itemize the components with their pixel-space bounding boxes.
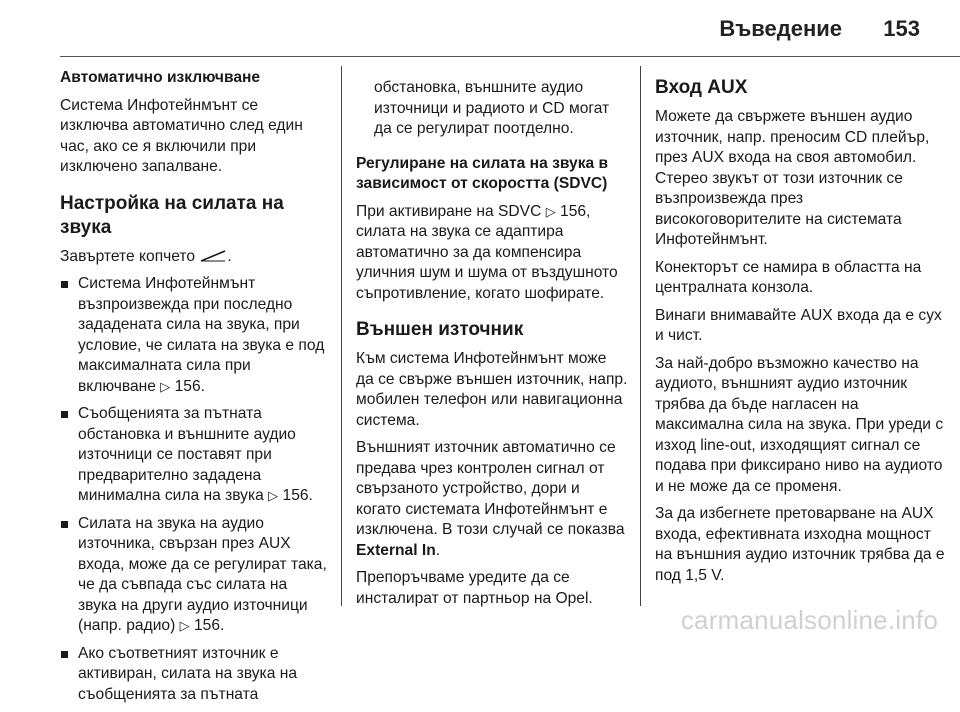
paragraph: За най-добро възможно качество на аудиото, външният аудио източник трябва да бъде нагласен на максимална сила на звука. При уреди с изход line-out, изходящият сигнал се подава при фиксирано ниво на аудиото и не може да се променя. bbox=[655, 354, 944, 495]
list-item-text: Система Инфотейнмънт възпроизвежда при последно зададената сила на звука, при условие, че силата на звука е под максималната сила при включване bbox=[78, 275, 325, 395]
paragraph-text: 156, силата на звука се адаптира автоматично за да компенсира уличния шум и шума от въздушното съпротивление, когато шофирате. bbox=[356, 202, 618, 302]
paragraph-text: При активиране на SDVC bbox=[356, 202, 542, 220]
bullet-list bbox=[60, 274, 328, 705]
paragraph: Завъртете копчето . bbox=[60, 247, 232, 265]
page-header bbox=[0, 0, 960, 54]
paragraph bbox=[356, 202, 628, 305]
list-item bbox=[60, 514, 328, 637]
page-number: 153 bbox=[883, 16, 920, 41]
paragraph: Конекторът се намира в областта на централната конзола. bbox=[655, 258, 922, 296]
list-item bbox=[60, 644, 328, 706]
ref-arrow-icon: ▷ bbox=[160, 378, 171, 394]
volume-knob-icon bbox=[199, 250, 227, 262]
section-heading: Автоматично изключване bbox=[60, 69, 261, 86]
section-heading: Вход AUX bbox=[655, 77, 748, 98]
section-heading: Регулиране на силата на звука в зависимост от скоростта (SDVC) bbox=[356, 154, 609, 192]
paragraph: Система Инфотейнмънт се изключва автоматично след един час, ако се я включили при изключено запалване. bbox=[60, 96, 303, 175]
paragraph: Външният източник автоматично се предава чрез контролен сигнал от свързаното устройство, дори и когато системата Инфотейнмънт е изключена. В този случай се показва External In. bbox=[356, 439, 625, 559]
column-divider bbox=[640, 66, 641, 606]
watermark: carmanualsonline.info bbox=[680, 605, 938, 635]
paragraph-text: Завъртете копчето bbox=[60, 247, 196, 265]
ref-arrow-icon: ▷ bbox=[179, 618, 190, 633]
section-heading: Настройка на силата на звука bbox=[60, 192, 284, 238]
page-ref[interactable]: 156. bbox=[174, 377, 205, 395]
ref-arrow-icon: ▷ bbox=[545, 203, 556, 219]
header-rule bbox=[60, 56, 960, 57]
page-ref[interactable]: 156. bbox=[193, 617, 225, 634]
paragraph: Можете да свържете външен аудио източник, напр. преносим CD плейър, през AUX входа на своя автомобил. Стерео звукът от този източник се възпроизвежда през високоговорителите на системата Инфотейнмънт. bbox=[655, 108, 930, 248]
column-1 bbox=[60, 68, 328, 712]
column-3 bbox=[655, 76, 945, 593]
paragraph: Винаги внимавайте AUX входа да е сух и чист. bbox=[655, 306, 942, 344]
list-item-text: Силата на звука на аудио източника, свързан през AUX входа, може да се регулират така, че да съвпада със силата на звука на други аудио източници (напр. радио) bbox=[78, 514, 327, 634]
section-heading: Външен източник bbox=[356, 319, 524, 340]
paragraph: За да избегнете претоварване на AUX входа, ефективната изходна мощност на външния аудио източник трябва да е под 1,5 V. bbox=[655, 505, 945, 584]
list-item bbox=[60, 404, 328, 507]
list-item-text: Съобщенията за пътната обстановка и външните аудио източници се поставят при предварително зададена минимална сила на звука bbox=[78, 405, 296, 504]
page-title: Въведение bbox=[719, 16, 842, 41]
paragraph: Препоръчваме уредите да се инсталират от партньор на Opel. bbox=[356, 569, 593, 607]
list-item bbox=[60, 274, 328, 397]
display-message: External In bbox=[356, 541, 436, 559]
ref-arrow-icon: ▷ bbox=[268, 488, 279, 503]
page-ref[interactable]: 156. bbox=[282, 487, 313, 504]
paragraph: обстановка, външните аудио източници и радиото и CD могат да се регулират поотделно. bbox=[374, 79, 610, 137]
paragraph: Към система Инфотейнмънт може да се свърже външен източник, напр. мобилен телефон или навигационна система. bbox=[356, 350, 628, 429]
column-2 bbox=[356, 78, 628, 616]
list-item-text: Ако съответният източник е активиран, силата на звука на съобщенията за пътната bbox=[78, 644, 298, 703]
paragraph-text: Външният източник автоматично се предава чрез контролен сигнал от свързаното устройство, дори и когато системата Инфотейнмънт е изключена. В този случай се показва bbox=[356, 439, 625, 538]
column-divider bbox=[341, 66, 342, 606]
